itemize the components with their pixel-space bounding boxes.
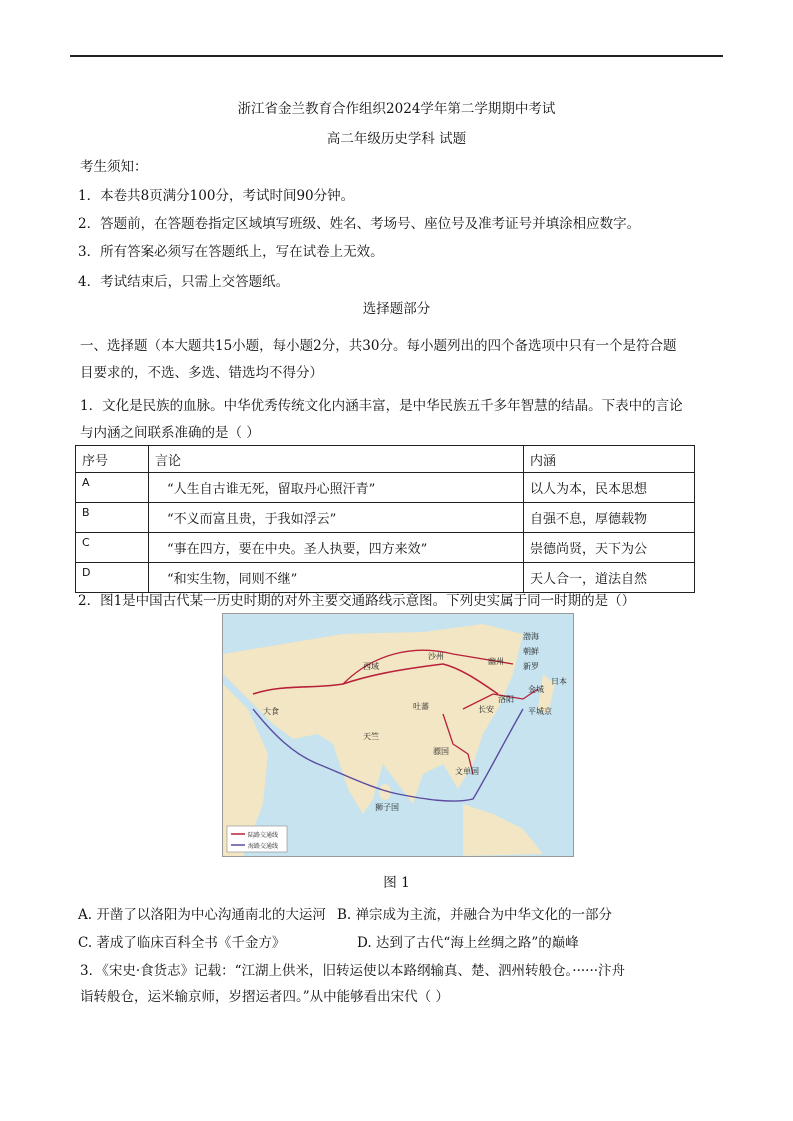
exam-title: 浙江省金兰教育合作组织2024学年第二学期期中考试 — [237, 101, 556, 117]
trade-route-map — [222, 613, 574, 857]
table-row — [76, 533, 695, 563]
q2-option-d: D. 达到了古代“海上丝绸之路”的巅峰 — [357, 935, 579, 951]
map-label: 渤海 — [523, 632, 539, 641]
legend-sea-label: 海路交通线 — [248, 843, 279, 850]
row-label: A — [76, 473, 149, 503]
q1-table — [75, 445, 695, 593]
map-label: 骠国 — [433, 747, 449, 756]
map-label: 日本 — [551, 677, 567, 686]
table-row — [76, 503, 695, 533]
row-label: C — [76, 533, 149, 563]
map-label: 长安 — [478, 705, 494, 714]
q1-stem-line2: 与内涵之间联系准确的是（ ） — [80, 425, 260, 441]
row-meaning: 自强不息，厚德载物 — [524, 503, 695, 533]
notice-item-3: 3．所有答案必须写在答题纸上，写在试卷上无效。 — [78, 244, 384, 260]
legend-land-label: 陆路交通线 — [248, 832, 279, 839]
map-label: 天竺 — [363, 732, 379, 741]
row-quote: “和实生物，同则不继” — [149, 563, 524, 593]
table-row — [76, 563, 695, 593]
notice-item-1: 1．本卷共8页满分100分，考试时间90分钟。 — [78, 188, 355, 204]
q2-option-c: C. 著成了临床百科全书《千金方》 — [78, 935, 286, 951]
map-label: 幽州 — [488, 657, 504, 666]
map-label: 大食 — [263, 707, 279, 716]
exam-subtitle: 高二年级历史学科 试题 — [326, 131, 467, 147]
map-label: 平城京 — [528, 707, 552, 716]
map-label: 朝鲜 — [523, 647, 539, 656]
map-label: 文单国 — [455, 767, 479, 776]
table-header-row — [76, 446, 695, 473]
row-meaning: 以人为本，民本思想 — [524, 473, 695, 503]
table-header-cell: 内涵 — [524, 446, 695, 473]
q3-stem-line2: 诣转般仓，运米输京师，岁摺运者四。”从中能够看出宋代（ ） — [80, 989, 449, 1005]
figure-caption: 图 1 — [383, 875, 410, 891]
map-label: 狮子国 — [375, 803, 399, 812]
q2-stem: 2．图1是中国古代某一历史时期的对外主要交通路线示意图。下列史实属于同一时期的是（） — [78, 593, 636, 609]
q3-stem-line1: 3．《宋史·食货志》记载：“江湖上供米，旧转运使以本路纲输真、楚、泗州转般仓。······汴舟 — [80, 963, 626, 979]
section-intro-line2: 目要求的，不选、多选、错选均不得分） — [80, 365, 323, 381]
q2-option-b: B. 禅宗成为主流，并融合为中华文化的一部分 — [337, 907, 613, 923]
notice-heading: 考生须知： — [80, 159, 148, 175]
header-rule — [70, 55, 723, 57]
row-meaning: 天人合一，道法自然 — [524, 563, 695, 593]
map-label: 新罗 — [523, 662, 539, 671]
map-label: 吐蕃 — [413, 702, 429, 711]
q1-stem-line1: 1．文化是民族的血脉。中华优秀传统文化内涵丰富，是中华民族五千多年智慧的结晶。下表中的言论 — [80, 398, 683, 414]
section-title: 选择题部分 — [362, 301, 431, 317]
row-meaning: 崇德尚贤，天下为公 — [524, 533, 695, 563]
row-label: B — [76, 503, 149, 533]
map-label: 洛阳 — [498, 695, 514, 704]
row-quote: “人生自古谁无死，留取丹心照汗青” — [149, 473, 524, 503]
map-label: 沙州 — [428, 652, 444, 661]
row-quote: “不义而富且贵，于我如浮云” — [149, 503, 524, 533]
q2-option-a: A. 开凿了以洛阳为中心沟通南北的大运河 — [78, 907, 326, 923]
table-header-cell: 序号 — [76, 446, 149, 473]
notice-item-4: 4．考试结束后，只需上交答题纸。 — [78, 274, 290, 290]
row-quote: “事在四方，要在中央。圣人执要，四方来效” — [149, 533, 524, 563]
map-label: 金城 — [528, 685, 544, 694]
notice-item-2: 2．答题前，在答题卷指定区域填写班级、姓名、考场号、座位号及准考证号并填涂相应数字。 — [78, 216, 641, 232]
section-intro-line1: 一、选择题（本大题共15小题，每小题2分，共30分。每小题列出的四个备选项中只有一个是符合题 — [80, 338, 677, 354]
row-label: D — [76, 563, 149, 593]
map-label: 西域 — [363, 662, 379, 671]
table-header-cell: 言论 — [149, 446, 524, 473]
table-row — [76, 473, 695, 503]
map-legend — [227, 826, 287, 852]
